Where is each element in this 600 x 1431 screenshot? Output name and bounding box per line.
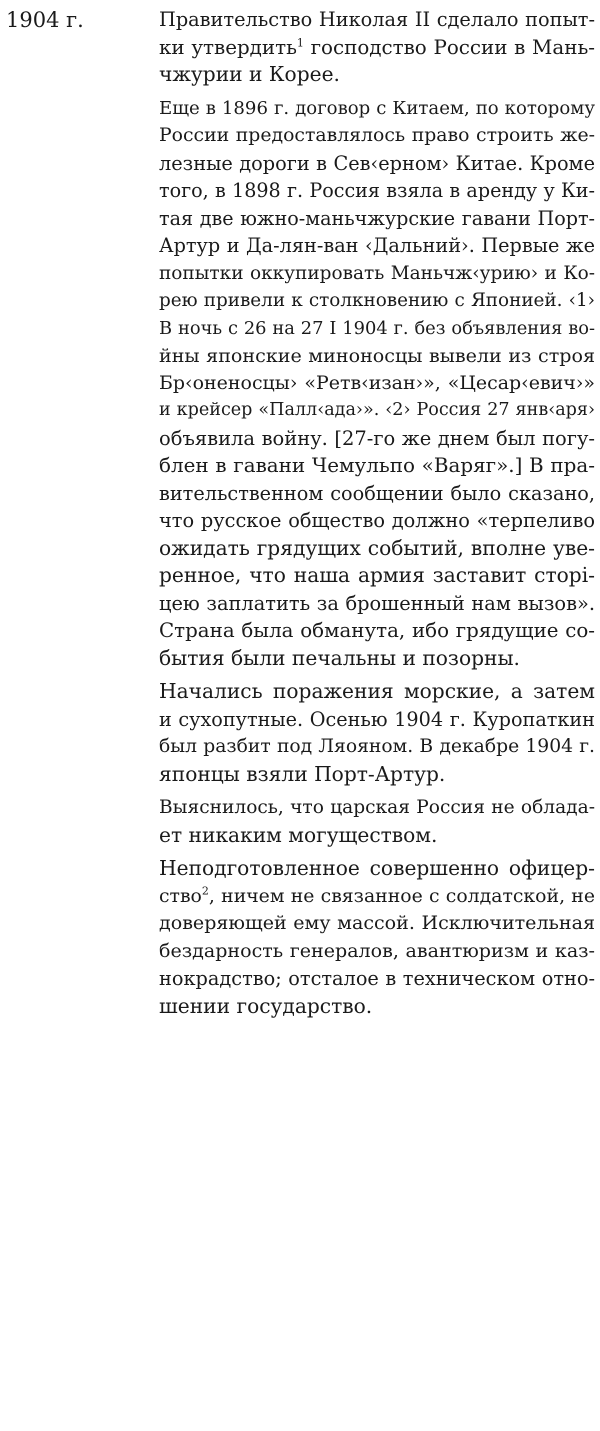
text-line: блен в гавани Чемульпо «Варяг».] В пра-: [159, 454, 595, 477]
text-line: Начались поражения морские, а затем: [159, 679, 595, 703]
paragraph-3: [159, 678, 595, 788]
text-line: бездарность генералов, авантюризм и каз-: [159, 939, 595, 962]
text-line: шении государство.: [159, 993, 373, 1018]
footnote-marker: 2: [201, 884, 209, 898]
text-line: того, в 1898 г. Россия взяла в аренду у Ки-: [159, 179, 595, 202]
text-line: ожидать грядущих событий, вполне уве-: [159, 535, 595, 560]
text-line: Еще в 1896 г. договор с Китаем, по которому: [159, 97, 595, 119]
text-line: ет никаким могуществом.: [159, 822, 438, 847]
text-line: чжурии и Корее.: [159, 62, 340, 86]
text-line: ренное, что наша армия заставит сторi-: [159, 563, 595, 587]
text-line: нокрадство; отсталое в техническом отно-: [159, 967, 595, 990]
text-line: вительственном сообщении было сказано,: [159, 481, 595, 505]
text-line: что русское общество должно «терпеливо: [159, 509, 595, 532]
main-text: [159, 6, 595, 1026]
text-line: тая две южно-маньчжурские гавани Порт-: [159, 206, 595, 230]
text-line: Правительство Николая II сделало попыт-: [159, 8, 595, 31]
text-line: лезные дороги в Сев‹ерном› Китае. Кроме: [159, 151, 595, 175]
text-line: Страна была обманута, ибо грядущие со-: [159, 619, 595, 642]
text-line: и сухопутные. Осенью 1904 г. Куропаткин: [159, 707, 595, 731]
text-line: В ночь с 26 на 27 I 1904 г. без объявления во-: [159, 317, 595, 339]
text-line: доверяющей ему массой. Исключительная: [159, 912, 595, 934]
paragraph-5: [159, 855, 595, 1020]
text-line: ки утвердить$^1$ господство России в Мань-: [159, 35, 595, 59]
text-line: йны японские миноносцы вывели из строя: [159, 344, 595, 367]
text-line: ство$^2$, ничем не связанное с солдатской, не: [159, 884, 595, 907]
text-line: Артур и Да-лян-ван ‹Дальний›. Первые же: [159, 234, 595, 257]
text-line: Бр‹оненосцы› «Ретв‹изан›», «Цесар‹евич›»: [159, 371, 595, 394]
text-line: попытки оккупировать Маньчж‹урию› и Ко-: [159, 262, 595, 284]
paragraph-4: [159, 794, 595, 849]
text-line: объявила войну. [27-го же днем был погу-: [159, 426, 595, 450]
text-line: бытия были печальны и позорны.: [159, 645, 520, 670]
text-line: России предоставлялось право строить же-: [159, 125, 595, 146]
text-line: цею заплатить за брошенный нам вызов».: [159, 591, 595, 615]
paragraph-1: [159, 6, 595, 89]
footnote-marker: 1: [296, 35, 304, 49]
text-line: рею привели к столкновению с Японией. ‹1›: [159, 290, 595, 311]
margin-date: 1904 г.: [6, 8, 84, 32]
paragraph-2: [159, 95, 595, 673]
text-line: Неподготовленное совершенно офицер-: [159, 856, 595, 880]
text-line: японцы взяли Порт-Артур.: [159, 761, 446, 786]
text-line: был разбит под Ляояном. В декабре 1904 г.: [159, 736, 595, 757]
text-line: и крейсер «Палл‹ада›». ‹2› Россия 27 янв‹аря›: [159, 400, 595, 420]
text-line: Выяснилось, что царская Россия не облада-: [159, 797, 595, 818]
